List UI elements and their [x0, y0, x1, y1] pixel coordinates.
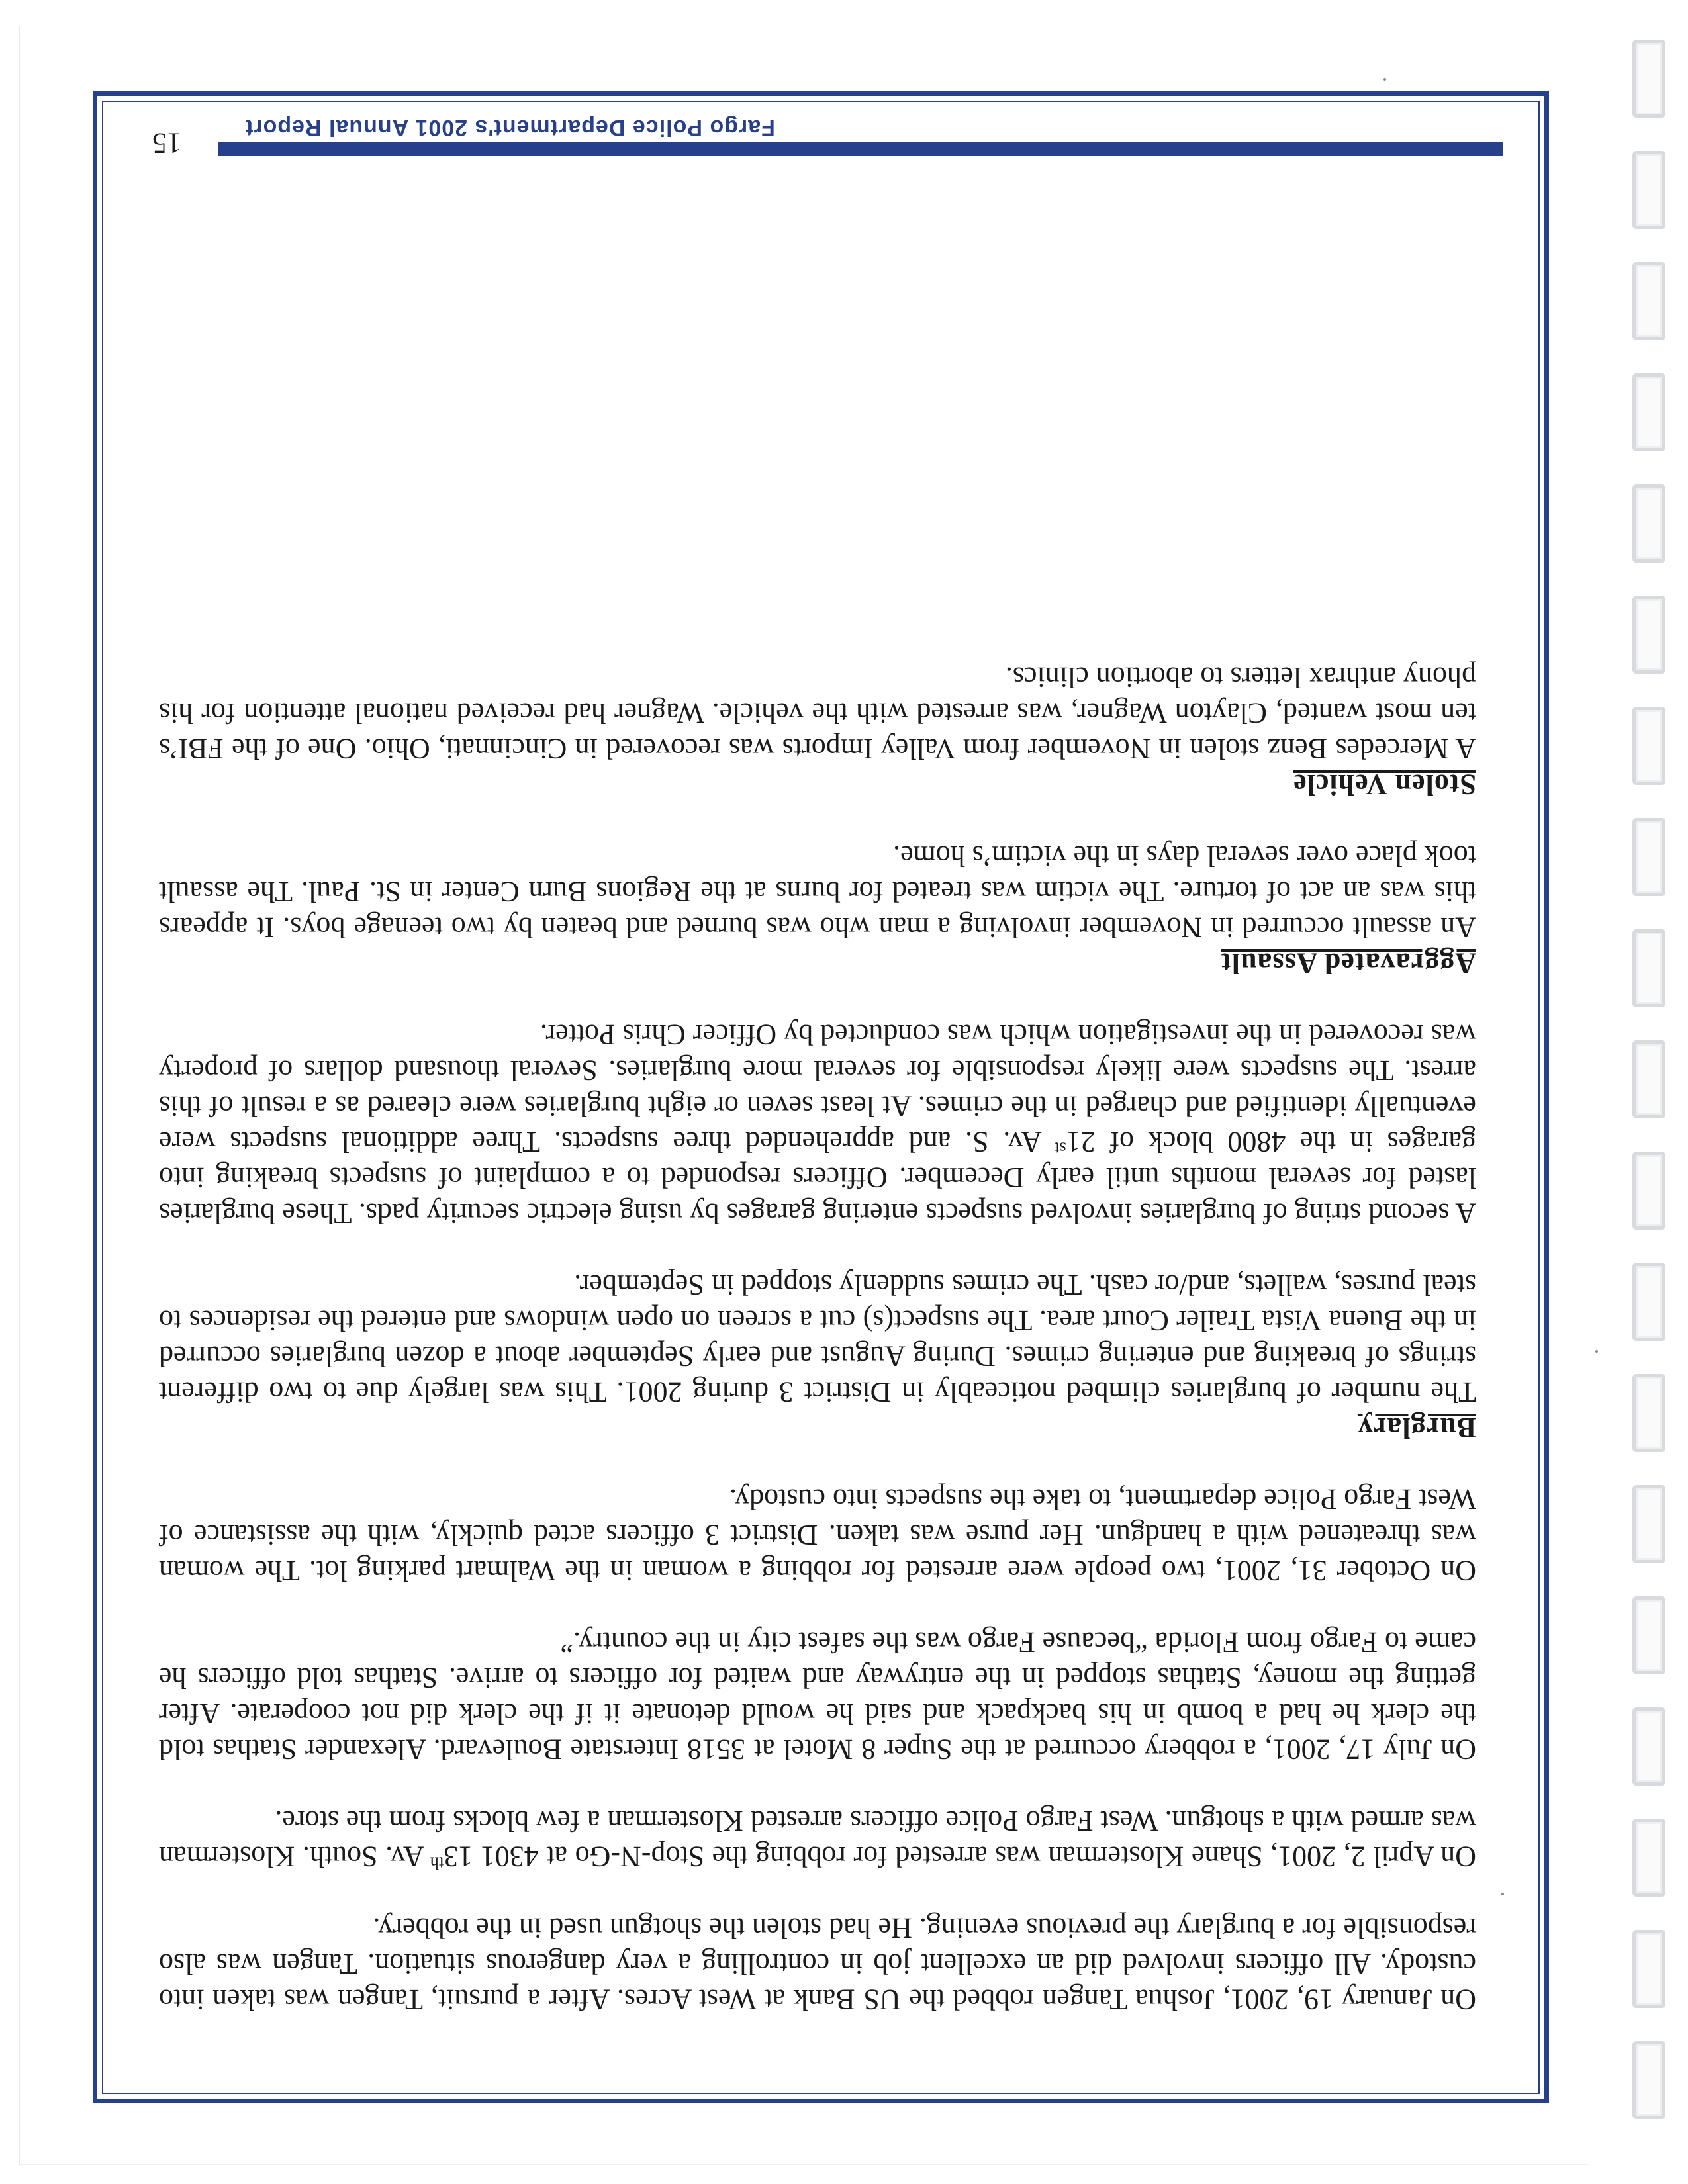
binder-ring — [1632, 929, 1665, 1007]
paragraph-burglary-2 — [159, 1017, 1476, 1231]
binder-ring — [1632, 1152, 1665, 1230]
report-page — [93, 91, 1549, 2103]
binder-ring — [1632, 373, 1665, 451]
binder-ring — [1632, 1930, 1665, 2008]
page-footer — [139, 114, 1503, 160]
binder-ring — [1632, 1263, 1665, 1341]
section-heading-stolen-vehicle: Stolen Vehicle — [1293, 768, 1476, 801]
footer-rule — [218, 142, 1503, 156]
section-heading-aggravated-assault: Aggravated Assault — [1221, 947, 1476, 979]
binder-ring — [1632, 1040, 1665, 1118]
binder-ring — [1632, 484, 1665, 563]
section-heading-burglary: Burglary — [1357, 1412, 1476, 1444]
paragraph-klosterman-robbery — [159, 1803, 1476, 1874]
binder-ring — [1632, 596, 1665, 674]
scan-speck — [1383, 78, 1386, 81]
binder-ring — [1632, 1596, 1665, 1674]
binder-ring — [1632, 1707, 1665, 1786]
scan-speck — [1595, 1350, 1598, 1353]
binder-rings — [1632, 40, 1664, 2144]
binder-ring — [1632, 818, 1665, 896]
binder-ring — [1632, 151, 1665, 229]
binder-ring — [1632, 1374, 1665, 1452]
paragraph-stolen-vehicle: A Mercedes Benz stolen in November from Valley Imports was recovered in Cincinnati, Ohio. One of the FBI’s ten most wanted, Clayton Wagner, was arrested with the vehicle. Wagner had received national attention for his phony anthrax letters to abortion clinics. — [159, 661, 1476, 765]
binder-ring — [1632, 1819, 1665, 1897]
binder-ring — [1632, 1485, 1665, 1563]
paragraph-tangen-robbery: On January 19, 2001, Joshua Tangen robbed the US Bank at West Acres. After a pursuit, Tangen was taken into custody. All officers involved did an excellent job in controlling a very dangerous situation. Tangen was also responsible for a burglary the previous evening. He had stolen the shotgun used in the robbery. — [159, 1912, 1476, 2016]
paragraph-text: On April 2, 2001, Shane Klosterman was arrested for robbing the Stop-N-Go at 4301 13 — [444, 1841, 1476, 1873]
footer-title: Fargo Police Department's 2001 Annual Report — [245, 115, 775, 140]
binder-ring — [1632, 40, 1665, 118]
binder-ring — [1632, 707, 1665, 785]
paragraph-text: Av. South. Klosterman was armed with a shotgun. West Fargo Police officers arrested Klosterman a few blocks from the store. — [159, 1805, 1476, 1873]
superscript: st — [1055, 1138, 1066, 1158]
paragraph-aggravated-assault: An assault occurred in November involving a man who was burned and beaten by two teenage boys. It appears this was an act of torture. The victim was treated for burns at the Regions Burn Center in St. Paul. The assault took place over several days in the victim’s home. — [159, 840, 1476, 944]
binder-ring — [1632, 262, 1665, 340]
binder-ring — [1632, 2041, 1665, 2119]
paragraph-text: A second string of burglaries involved suspects entering garages by using electric security pads. These burglaries lasted for several months until early December. Officers responded to a complaint of suspects breaking into garages in the 4800 block of 21 — [159, 1126, 1476, 1230]
paragraph-text: Av. S. and apprehended three suspects. Three additional suspects were eventually identified and charged in the crimes. At least seven or eight burglaries were cleared as a result of this arrest. The suspects were likely responsible for several more burglaries. Several thousand dollars of property was recovered in the investigation which was conducted by Officer Chris Potter. — [159, 1019, 1476, 1158]
paragraph-burglary-1: The number of burglaries climbed noticeably in District 3 during 2001. This was largely due to two different strings of breaking and entering crimes. During August and early September about a dozen burglaries occurred in the Buena Vista Trailer Court area. The suspect(s) cut a screen on open windows and entered the residences to steal purses, wallets, and/or cash. The crimes suddenly stopped in September. — [159, 1269, 1476, 1408]
page-body — [159, 210, 1476, 2017]
scan-speck — [1501, 1893, 1504, 1895]
paragraph-stathas-robbery: On July 17, 2001, a robbery occurred at the Super 8 Motel at 3518 Interstate Boulevard. Alexander Stathas told the clerk he had a bomb in his backpack and said he would detonate it if the clerk did not cooperate. After getting the money, Stathas stopped in the entryway and waited for officers to arrive. Stathas told officers he came to Fargo from Florida “because Fargo was the safest city in the country.” — [159, 1626, 1476, 1766]
superscript: th — [430, 1853, 444, 1873]
page-number: 15 — [152, 127, 181, 159]
paragraph-walmart-robbery: On October 31, 2001, two people were arrested for robbing a woman in the Walmart parking lot. The woman was threatened with a handgun. Her purse was taken. District 3 officers acted quickly, with the assistance of West Fargo Police department, to take the suspects into custody. — [159, 1483, 1476, 1587]
